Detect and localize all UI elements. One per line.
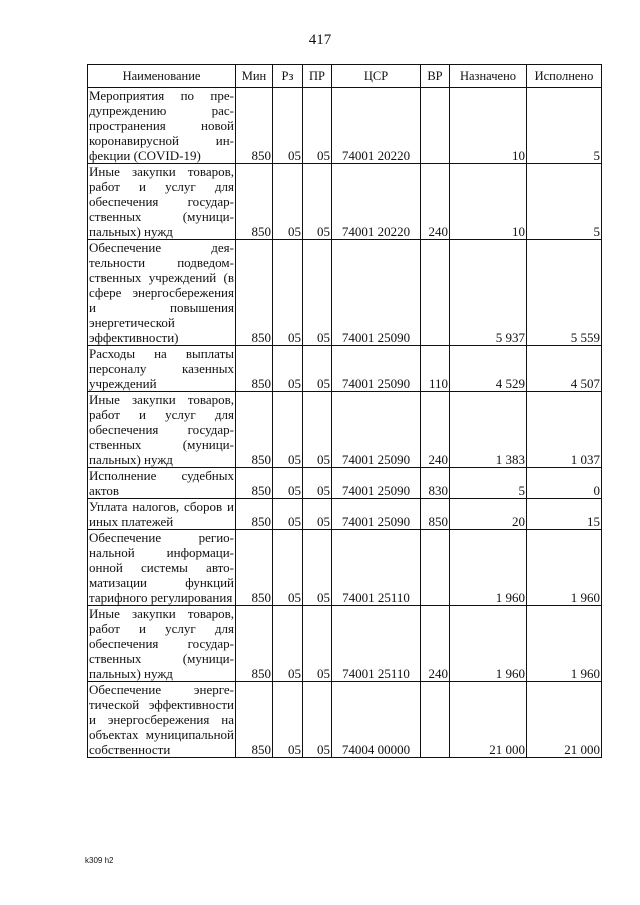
cell-rz: 05 — [273, 240, 303, 346]
cell-assigned: 1 960 — [450, 530, 527, 606]
header-pr: ПР — [303, 65, 332, 88]
cell-executed: 0 — [527, 468, 602, 499]
cell-pr: 05 — [303, 240, 332, 346]
cell-rz: 05 — [273, 606, 303, 682]
cell-vr — [421, 682, 450, 758]
header-rz: Рз — [273, 65, 303, 88]
header-row — [88, 65, 602, 88]
cell-executed: 5 559 — [527, 240, 602, 346]
table-row — [88, 682, 602, 758]
cell-vr: 830 — [421, 468, 450, 499]
cell-min: 850 — [236, 240, 273, 346]
cell-name: Иные закупки товаров, работ и услуг для обеспечения государственных (муниципальных) нужд — [89, 164, 234, 239]
header-csr: ЦСР — [332, 65, 421, 88]
cell-min: 850 — [236, 499, 273, 530]
header-executed: Исполнено — [527, 65, 602, 88]
cell-name: Уплата налогов, сборов и иных платежей — [89, 499, 234, 529]
cell-min: 850 — [236, 346, 273, 392]
header-min: Мин — [236, 65, 273, 88]
table-row — [88, 392, 602, 468]
cell-pr: 05 — [303, 530, 332, 606]
cell-min: 850 — [236, 606, 273, 682]
cell-csr: 74004 00000 — [332, 682, 421, 758]
cell-assigned: 5 — [450, 468, 527, 499]
cell-pr: 05 — [303, 606, 332, 682]
cell-executed: 1 037 — [527, 392, 602, 468]
cell-min: 850 — [236, 682, 273, 758]
cell-pr: 05 — [303, 682, 332, 758]
cell-vr: 110 — [421, 346, 450, 392]
cell-csr: 74001 25090 — [332, 499, 421, 530]
cell-rz: 05 — [273, 346, 303, 392]
footer-code: k309 h2 — [85, 856, 114, 865]
cell-csr: 74001 25090 — [332, 240, 421, 346]
cell-assigned: 10 — [450, 88, 527, 164]
table-body — [88, 88, 602, 758]
cell-executed: 5 — [527, 164, 602, 240]
cell-min: 850 — [236, 392, 273, 468]
cell-vr — [421, 240, 450, 346]
table-row — [88, 240, 602, 346]
cell-assigned: 5 937 — [450, 240, 527, 346]
table-row — [88, 346, 602, 392]
cell-pr: 05 — [303, 88, 332, 164]
cell-vr: 240 — [421, 392, 450, 468]
header-assigned: Назначено — [450, 65, 527, 88]
cell-vr — [421, 88, 450, 164]
table-row — [88, 164, 602, 240]
page-number: 417 — [308, 32, 332, 48]
cell-assigned: 21 000 — [450, 682, 527, 758]
table-row — [88, 530, 602, 606]
cell-min: 850 — [236, 468, 273, 499]
cell-assigned: 1 960 — [450, 606, 527, 682]
cell-executed: 4 507 — [527, 346, 602, 392]
cell-name: Обеспечение деятельности подведомственных учреждений (в сфере энергосбережения и повышения энергетической эффективности) — [89, 240, 234, 345]
cell-rz: 05 — [273, 499, 303, 530]
header-name: Наименование — [88, 65, 236, 88]
header-vr: ВР — [421, 65, 450, 88]
cell-vr — [421, 530, 450, 606]
cell-rz: 05 — [273, 88, 303, 164]
cell-pr: 05 — [303, 164, 332, 240]
cell-min: 850 — [236, 88, 273, 164]
table-row — [88, 499, 602, 530]
cell-assigned: 4 529 — [450, 346, 527, 392]
cell-name: Исполнение судебных актов — [89, 468, 234, 498]
table-row — [88, 606, 602, 682]
cell-pr: 05 — [303, 346, 332, 392]
cell-name: Обеспечение энергетической эффективности и энергосбережения на объектах муниципальной собственности — [89, 682, 234, 757]
cell-rz: 05 — [273, 468, 303, 499]
cell-csr: 74001 25110 — [332, 606, 421, 682]
cell-name: Мероприятия по предупреждению распространения новой коронавирусной инфекции (COVID-19) — [89, 88, 234, 163]
table-row — [88, 88, 602, 164]
table-row — [88, 468, 602, 499]
cell-pr: 05 — [303, 392, 332, 468]
cell-executed: 15 — [527, 499, 602, 530]
cell-name: Иные закупки товаров, работ и услуг для обеспечения государственных (муниципальных) нужд — [89, 606, 234, 681]
cell-executed: 21 000 — [527, 682, 602, 758]
cell-name: Обеспечение региональной информационной системы автоматизации функций тарифного регулирования — [89, 530, 234, 605]
cell-csr: 74001 25090 — [332, 346, 421, 392]
cell-csr: 74001 25090 — [332, 468, 421, 499]
cell-csr: 74001 25110 — [332, 530, 421, 606]
cell-assigned: 20 — [450, 499, 527, 530]
cell-name: Иные закупки товаров, работ и услуг для обеспечения государственных (муниципальных) нужд — [89, 392, 234, 467]
cell-assigned: 10 — [450, 164, 527, 240]
cell-pr: 05 — [303, 468, 332, 499]
cell-executed: 1 960 — [527, 530, 602, 606]
cell-rz: 05 — [273, 164, 303, 240]
cell-rz: 05 — [273, 392, 303, 468]
cell-assigned: 1 383 — [450, 392, 527, 468]
cell-pr: 05 — [303, 499, 332, 530]
cell-vr: 240 — [421, 164, 450, 240]
cell-executed: 5 — [527, 88, 602, 164]
cell-min: 850 — [236, 530, 273, 606]
cell-vr: 850 — [421, 499, 450, 530]
cell-csr: 74001 20220 — [332, 88, 421, 164]
cell-vr: 240 — [421, 606, 450, 682]
cell-rz: 05 — [273, 682, 303, 758]
cell-rz: 05 — [273, 530, 303, 606]
budget-table — [87, 64, 602, 758]
cell-csr: 74001 25090 — [332, 392, 421, 468]
cell-min: 850 — [236, 164, 273, 240]
cell-csr: 74001 20220 — [332, 164, 421, 240]
cell-name: Расходы на выплаты персоналу казенных учреждений — [89, 346, 234, 391]
cell-executed: 1 960 — [527, 606, 602, 682]
